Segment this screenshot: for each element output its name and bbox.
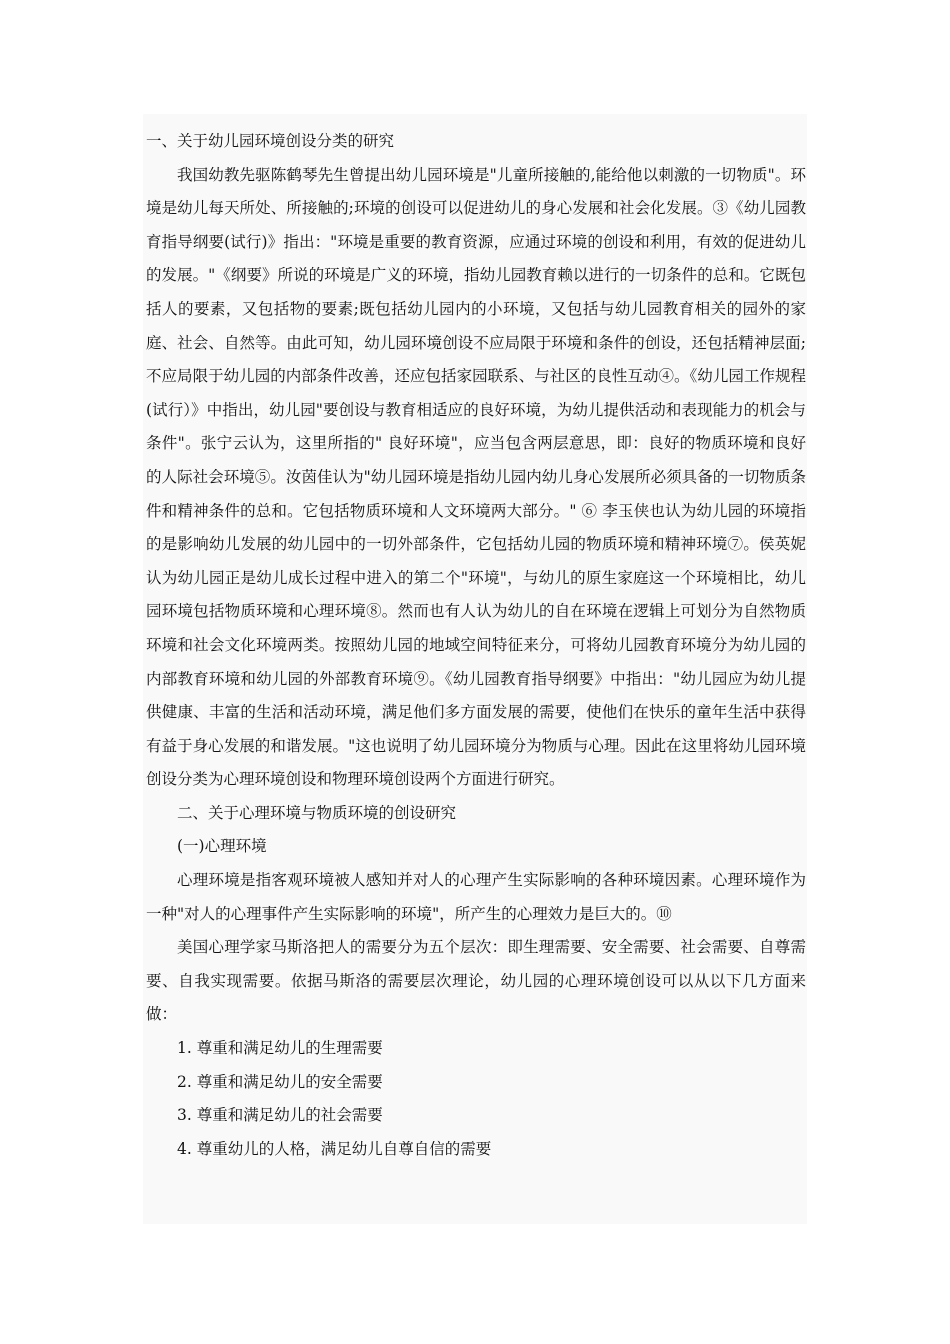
section-heading-1: 一、关于幼儿园环境创设分类的研究 bbox=[146, 132, 395, 150]
document-body bbox=[146, 125, 806, 1166]
list-item: 3. 尊重和满足幼儿的社会需要 bbox=[177, 1106, 383, 1125]
list-item: 1. 尊重和满足幼儿的生理需要 bbox=[177, 1039, 383, 1058]
list-item: 4. 尊重幼儿的人格，满足幼儿自尊自信的需要 bbox=[177, 1139, 492, 1158]
paragraph-psychological-environment: 心理环境是指客观环境被人感知并对人的心理产生实际影响的各种环境因素。心理环境作为一种"对人的心理事件产生实际影响的环境"，所产生的心理效力是巨大的。⑩ bbox=[146, 871, 806, 923]
list-item: 2. 尊重和满足幼儿的安全需要 bbox=[177, 1072, 383, 1091]
subsection-heading-psychological: (一)心理环境 bbox=[177, 837, 267, 856]
paragraph-environment-classification: 我国幼教先驱陈鹤琴先生曾提出幼儿园环境是"儿童所接触的,能给他以刺激的一切物质"。环境是幼儿每天所处、所接触的;环境的创设可以促进幼儿的身心发展和社会化发展。③《幼儿园教育指导纲要(试行)》指出："环境是重要的教育资源，应通过环境的创设和利用，有效的促进幼儿的发展。"《纲要》所说的环境是广义的环境，指幼儿园教育赖以进行的一切条件的总和。它既包括人的要素，又包括物的要素;既包括幼儿园内的小环境，又包括与幼儿园教育相关的园外的家庭、社会、自然等。由此可知，幼儿园环境创设不应局限于环境和条件的创设，还包括精神层面;不应局限于幼儿园的内部条件改善，还应包括家园联系、与社区的良性互动④。《幼儿园工作规程(试行）》中指出，幼儿园"要创设与教育相适应的良好环境，为幼儿提供活动和表现能力的机会与条件"。张宁云认为，这里所指的" 良好环境"，应当包含两层意思，即：良好的物质环境和良好的人际社会环境⑤。汝茵佳认为"幼儿园环境是指幼儿园内幼儿身心发展所必须具备的一切物质条件和精神条件的总和。它包括物质环境和人文环境两大部分。" ⑥ 李玉侠也认为幼儿园的环境指的是影响幼儿发展的幼儿园中的一切外部条件，它包括幼儿园的物质环境和精神环境⑦。侯英妮认为幼儿园正是幼儿成长过程中进入的第二个"环境"，与幼儿的原生家庭这一个环境相比，幼儿园环境包括物质环境和心理环境⑧。然而也有人认为幼儿的自在环境在逻辑上可划分为自然物质环境和社会文化环境两类。按照幼儿园的地域空间特征来分，可将幼儿园教育环境分为幼儿园的内部教育环境和幼儿园的外部教育环境⑨。《幼儿园教育指导纲要》中指出："幼儿园应为幼儿提供健康、丰富的生活和活动环境，满足他们多方面发展的需要，使他们在快乐的童年生活中获得有益于身心发展的和谐发展。"这也说明了幼儿园环境分为物质与心理。因此在这里将幼儿园环境创设分类为心理环境创设和物理环境创设两个方面进行研究。 bbox=[146, 165, 806, 789]
section-heading-2: 二、关于心理环境与物质环境的创设研究 bbox=[177, 803, 457, 822]
paragraph-maslow-needs: 美国心理学家马斯洛把人的需要分为五个层次：即生理需要、安全需要、社会需要、自尊需要、自我实现需要。依据马斯洛的需要层次理论，幼儿园的心理环境创设可以从以下几方面来做： bbox=[146, 938, 806, 1024]
